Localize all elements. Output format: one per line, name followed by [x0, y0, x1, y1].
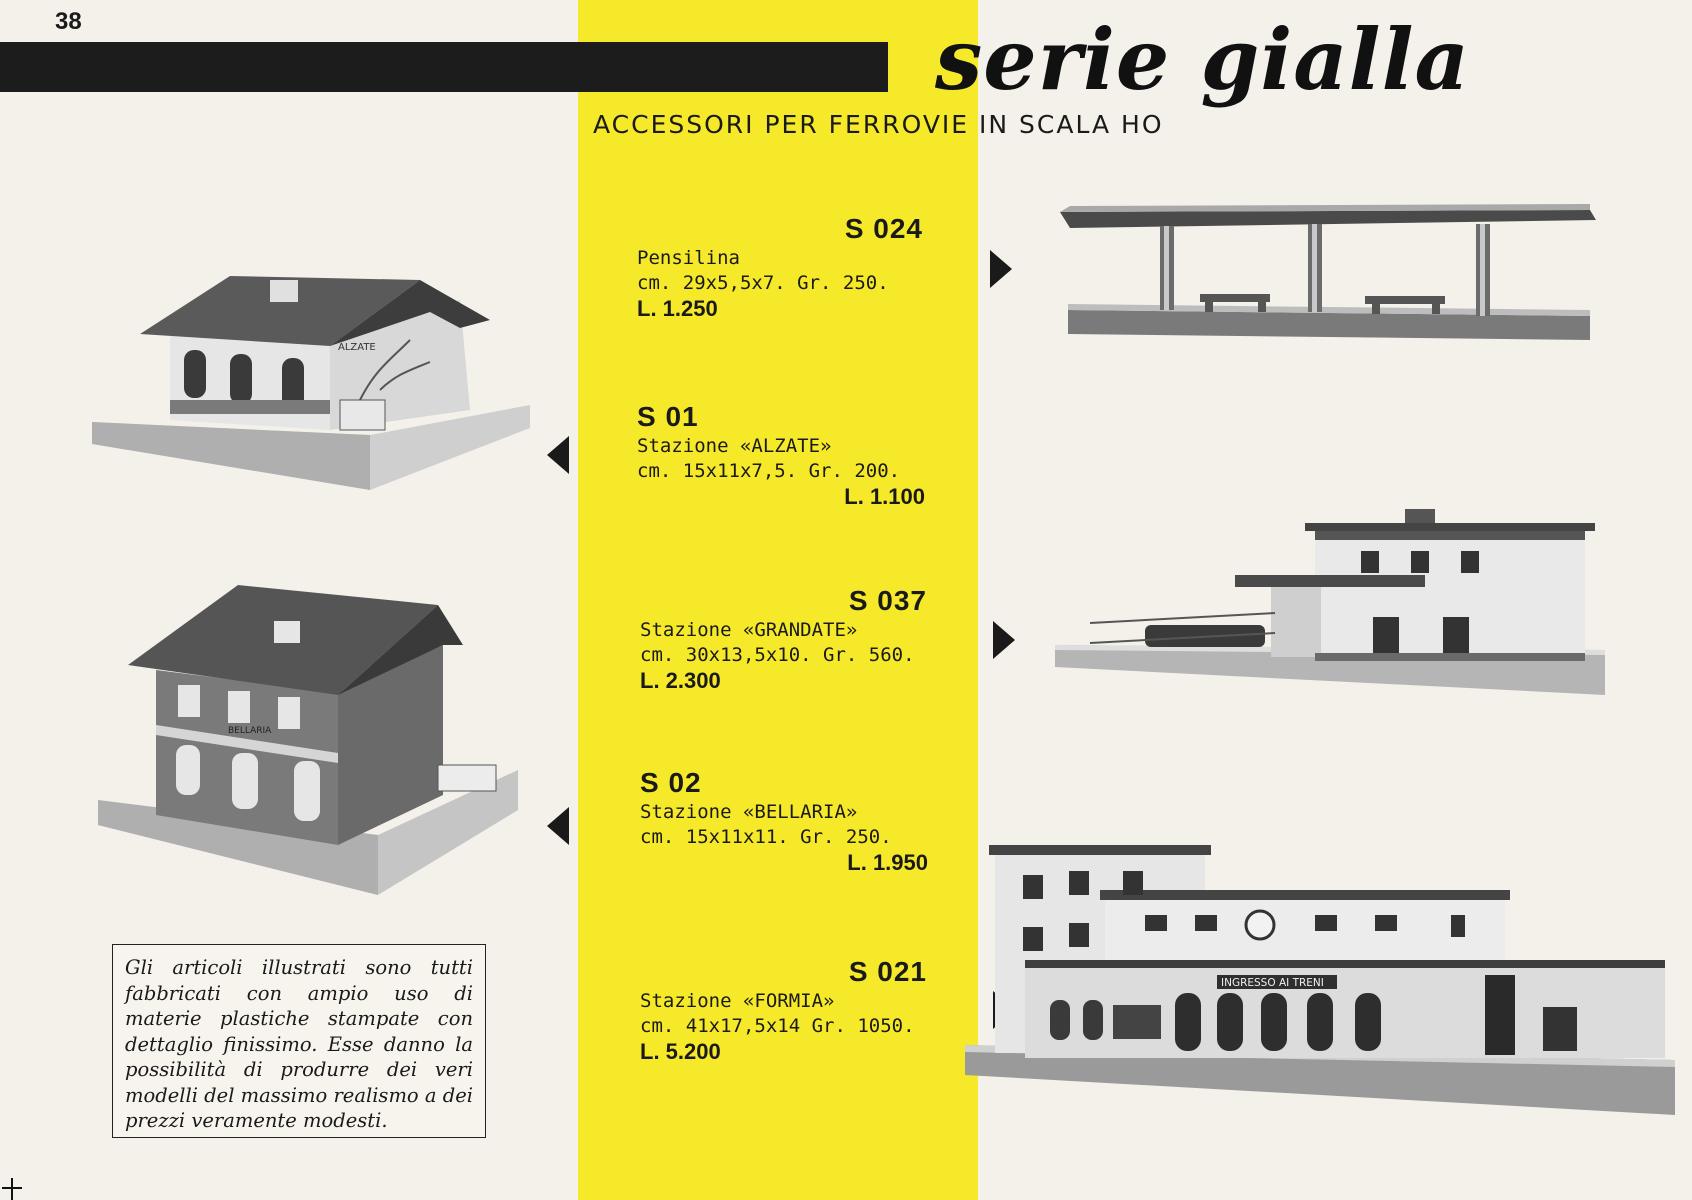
pointer-right-icon [990, 250, 1012, 288]
item-dims: cm. 30x13,5x10. Gr. 560. [640, 644, 915, 666]
pensilina-illustration [1060, 200, 1600, 360]
item-name: Stazione «FORMIA» [640, 990, 835, 1012]
item-s01 [637, 400, 925, 509]
alzate-sign: ALZATE [338, 342, 376, 353]
item-dims: cm. 41x17,5x14 Gr. 1050. [640, 1015, 915, 1037]
item-s037 [640, 584, 927, 693]
item-price: L. 5.200 [640, 1039, 721, 1064]
note-box: Gli articoli illustrati sono tutti fabbricati con ampio uso di materie plastiche stampate con dettaglio finissimo. Esse danno la possibilità di produrre dei veri modelli del massimo realismo a dei prezzi veramente modesti. [112, 944, 486, 1138]
registration-mark-icon [0, 1176, 24, 1200]
grandate-station-illustration [1055, 505, 1610, 720]
bellaria-sign: BELLARIA [228, 726, 272, 736]
item-name: Pensilina [637, 247, 740, 269]
item-dims: cm. 15x11x7,5. Gr. 200. [637, 460, 901, 482]
pointer-right-icon [993, 621, 1015, 659]
pointer-left-icon [547, 807, 569, 845]
item-dims: cm. 29x5,5x7. Gr. 250. [637, 272, 889, 294]
item-code: S 037 [848, 585, 927, 616]
item-code: S 02 [640, 767, 702, 798]
header-bar [0, 42, 888, 92]
formia-sign: INGRESSO AI TRENI [1221, 977, 1324, 989]
page-number: 38 [55, 8, 82, 35]
item-code: S 024 [844, 213, 923, 244]
item-name: Stazione «ALZATE» [637, 435, 832, 457]
formia-station-illustration [965, 835, 1685, 1120]
pointer-left-icon [547, 436, 569, 474]
alzate-station-illustration [90, 250, 530, 500]
bellaria-station-illustration [98, 585, 523, 915]
item-price: L. 1.100 [844, 484, 925, 509]
item-code: S 01 [637, 401, 699, 432]
item-price: L. 1.950 [847, 850, 928, 875]
item-price: L. 2.300 [640, 668, 721, 693]
subtitle: ACCESSORI PER FERROVIE IN SCALA HO [593, 110, 1164, 139]
item-code: S 021 [848, 956, 927, 987]
item-name: Stazione «BELLARIA» [640, 801, 858, 823]
item-s02 [640, 766, 928, 875]
item-price: L. 1.250 [637, 296, 718, 321]
series-title: serie gialla [935, 10, 1470, 109]
item-s021 [640, 955, 927, 1064]
item-name: Stazione «GRANDATE» [640, 619, 858, 641]
item-dims: cm. 15x11x11. Gr. 250. [640, 826, 892, 848]
item-s024 [637, 212, 923, 321]
